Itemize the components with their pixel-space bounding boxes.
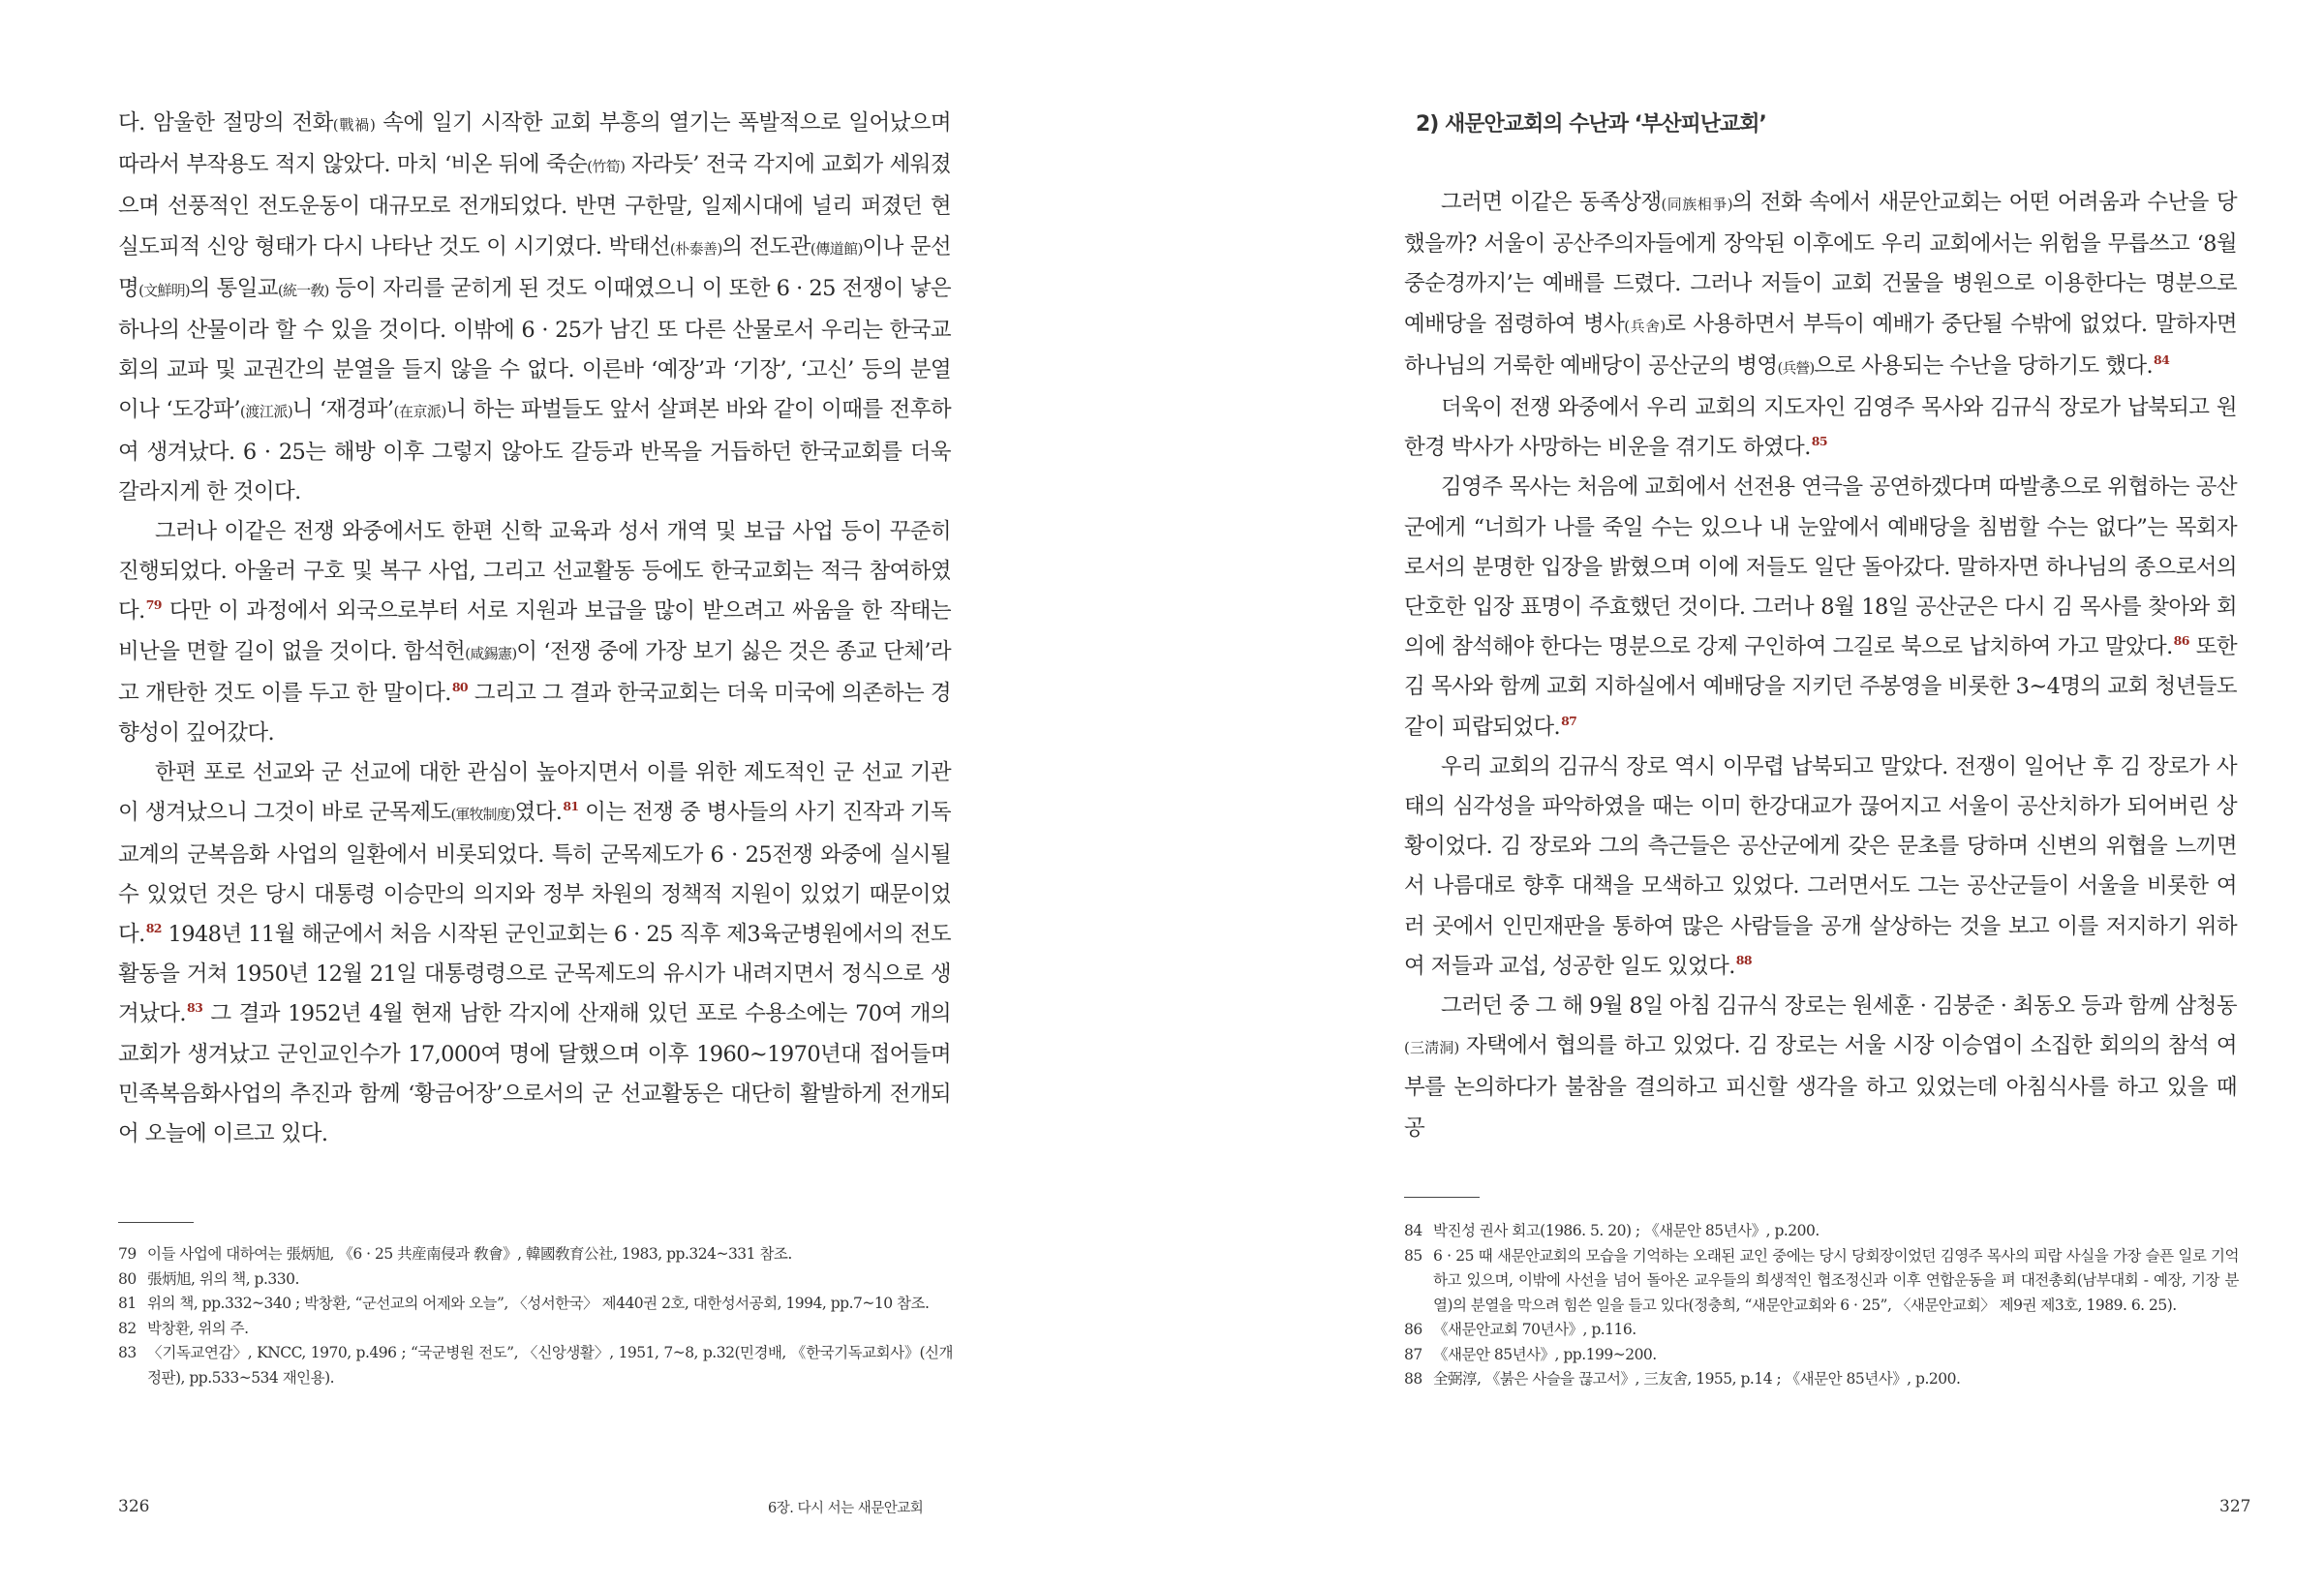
footnote-number: 84 [1404,1222,1422,1239]
footnote-marker[interactable]: 83 [186,1000,203,1016]
paragraph: 우리 교회의 김규식 장로 역시 이무렵 납북되고 말았다. 전쟁이 일어난 후 김 장로가 사태의 심각성을 파악하였을 때는 이미 한강대교가 끊어지고 서울이 공산치하가 되어버린 상황이었다. 김 장로와 그의 측근들은 공산군에게 갖은 문초를 당하며 신변의 위협을 느끼면서 나름대로 향후 대책을 모색하고 있었다. 그러면서도 그는 공산군들이 서울을 비롯한 여러 곳에서 인민재판을 통하여 많은 사람들을 공개 살상하는 것을 보고 이를 저지하기 위하여 저들과 교섭, 성공한 일도 있었다.$^{88}$ [1404,753,2237,979]
footnote-marker[interactable]: 87 [1561,713,1577,728]
hanja-gloss: (在京派) [393,403,446,421]
footnote-text: 《새문안 85년사》, pp.199~200. [1433,1345,1657,1363]
hanja-gloss: (三淸洞) [1404,1039,1459,1057]
footnote-text: 《새문안교회 70년사》, p.116. [1433,1321,1636,1338]
footnote-marker[interactable]: 84 [2154,351,2170,367]
footnote-marker[interactable]: 82 [145,921,162,936]
footnote-text: 위의 책, pp.332~340 ; 박창환, “군선교의 어제와 오늘”, 〈성서한국〉 제440권 2호, 대한성서공회, 1994, pp.7~10 참조. [147,1295,930,1312]
footnote-marker[interactable]: 88 [1735,952,1752,967]
footnote-item [118,1242,953,1267]
footnote-number: 88 [1404,1370,1422,1388]
page-number: 326 [118,1497,150,1516]
hanja-gloss: (傳道館) [810,239,863,258]
footnote-marker[interactable]: 80 [451,679,469,694]
hanja-gloss: (統一敎) [277,281,329,299]
body-text [1404,183,2237,1148]
footnote-number: 83 [118,1344,137,1361]
paragraph: 다. 암울한 절망의 전화(戰禍) 속에 일기 시작한 교회 부흥의 열기는 폭발적으로 일어났으며 따라서 부작용도 적지 않았다. 마치 ‘비온 뒤에 죽순(竹筍) 자라듯’ 전국 각지에 교회가 세워졌으며 선풍적인 전도운동이 대규모로 전개되었다. 반면 구한말, 일제시대에 널리 퍼졌던 현실도피적 신앙 형태가 다시 나타난 것도 이 시기였다. 박태선(朴泰善)의 전도관(傳道館)이나 문선명(文鮮明)의 통일교(統一敎) 등이 자리를 굳히게 된 것도 이때였으니 이 또한 6 · 25 전쟁이 낳은 하나의 산물이라 할 수 있을 것이다. 이밖에 6 · 25가 남긴 또 다른 산물로서 우리는 한국교회의 교파 및 교권간의 분열을 들지 않을 수 없다. 이른바 ‘예장’과 ‘기장’, ‘고신’ 등의 분열이나 ‘도강파’(渡江派)니 ‘재경파’(在京派)니 하는 파벌들도 앞서 살펴본 바와 같이 이때를 전후하여 생겨났다. 6 · 25는 해방 이후 그렇지 않아도 갈등과 반목을 거듭하던 한국교회를 더욱 갈라지게 한 것이다. [118,110,951,504]
paragraph: 그러면 이같은 동족상쟁(同族相爭)의 전화 속에서 새문안교회는 어떤 어려움과 수난을 당했을까? 서울이 공산주의자들에게 장악된 이후에도 우리 교회에서는 위험을 무릅쓰고 ‘8월 중순경까지’는 예배를 드렸다. 그러나 저들이 교회 건물을 병원으로 이용한다는 명분으로 예배당을 점령하여 병사(兵舍)로 사용하면서 부득이 예배가 중단될 수밖에 없었다. 말하자면 하나님의 거룩한 예배당이 공산군의 병영(兵營)으로 사용되는 수난을 당하기도 했다.$^{84}$ [1404,190,2237,379]
section-heading: 2) 새문안교회의 수난과 ‘부산피난교회’ [1416,112,1766,137]
paragraph: 김영주 목사는 처음에 교회에서 선전용 연극을 공연하겠다며 따발총으로 위협하는 공산군에게 “너희가 나를 죽일 수는 있으나 내 눈앞에서 예배당을 침범할 수는 없다”는 목회자로서의 분명한 입장을 밝혔으며 이에 저들도 일단 돌아갔다. 말하자면 하나님의 종으로서의 단호한 입장 표명이 주효했던 것이다. 그러나 8월 18일 공산군은 다시 김 목사를 찾아와 회의에 참석해야 한다는 명분으로 강제 구인하여 그길로 북으로 납치하여 가고 말았다.$^{86}$ 또한 김 목사와 함께 교회 지하실에서 예배당을 지키던 주봉영을 비롯한 3~4명의 교회 청년들도 같이 피랍되었다.$^{87}$ [1404,474,2237,740]
footnote-number: 87 [1404,1345,1422,1363]
hanja-gloss: (渡江派) [239,403,292,421]
footnote-text: 張炳旭, 위의 책, p.330. [147,1269,299,1288]
hanja-gloss: (文鮮明) [138,281,190,299]
footnote-item [1404,1367,2239,1392]
right-page [1162,0,2324,1587]
footnote-divider [118,1222,194,1223]
hanja-gloss: (咸錫憲) [465,644,517,662]
hanja-gloss: (朴泰善) [669,239,722,258]
footnote-item [1404,1343,2239,1368]
footnote-text: 〈기독교연감〉, KNCC, 1970, p.496 ; “국군병원 전도”, 〈신앙생활〉, 1951, 7~8, p.32(민경배, 《한국기독교회사》(신개정판), pp.533~534 재인용). [147,1344,953,1387]
footnote-item [1404,1219,2239,1244]
paragraph: 더욱이 전쟁 와중에서 우리 교회의 지도자인 김영주 목사와 김규식 장로가 납북되고 원한경 박사가 사망하는 비운을 겪기도 하였다.$^{85}$ [1404,395,2237,461]
footnote-number: 82 [118,1319,137,1337]
footnote-text: 박창환, 위의 주. [147,1319,249,1337]
paragraph: 한편 포로 선교와 군 선교에 대한 관심이 높아지면서 이를 위한 제도적인 군 선교 기관이 생겨났으니 그것이 바로 군목제도(軍牧制度)였다.$^{81}$ 이는 전쟁 중 병사들의 사기 진작과 기독교계의 군복음화 사업의 일환에서 비롯되었다. 특히 군목제도가 6 · 25전쟁 와중에 실시될 수 있었던 것은 당시 대통령 이승만의 의지와 정부 차원의 정책적 지원이 있었기 때문이었다.$^{82}$ 1948년 11월 해군에서 처음 시작된 군인교회는 6 · 25 직후 제3육군병원에서의 전도활동을 거쳐 1950년 12월 21일 대통령령으로 군목제도의 유시가 내려지면서 정식으로 생겨났다.$^{83}$ 그 결과 1952년 4월 현재 남한 각지에 산재해 있던 포로 수용소에는 70여 개의 교회가 생겨났고 군인교인수가 17,000여 명에 달했으며 이후 1960~1970년대 접어들며 민족복음화사업의 추진과 함께 ‘황금어장’으로서의 군 선교활동은 대단히 활발하게 전개되어 오늘에 이르고 있다. [118,760,951,1147]
footnote-item [1404,1318,2239,1343]
hanja-gloss: (同族相爭) [1661,196,1732,213]
paragraph: 그러던 중 그 해 9월 8일 아침 김규식 장로는 원세훈 · 김붕준 · 최동오 등과 함께 삼청동(三淸洞) 자택에서 협의를 하고 있었다. 김 장로는 서울 시장 이승엽이 소집한 회의의 참석 여부를 논의하다가 불참을 결의하고 피신할 생각을 하고 있었는데 아침식사를 하고 있을 때 공 [1404,993,2237,1141]
paragraph: 그러나 이같은 전쟁 와중에서도 한편 신학 교육과 성서 개역 및 보급 사업 등이 꾸준히 진행되었다. 아울러 구호 및 복구 사업, 그리고 선교활동 등에도 한국교회는 적극 참여하였다.$^{79}$ 다만 이 과정에서 외국으로부터 서로 지원과 보급을 많이 받으려고 싸움을 한 작태는 비난을 면할 길이 없을 것이다. 함석헌(咸錫憲)이 ‘전쟁 중에 가장 보기 싫은 것은 종교 단체’라고 개탄한 것도 이를 두고 한 말이다.$^{80}$ 그리고 그 결과 한국교회는 더욱 미국에 의존하는 경향성이 깊어갔다. [118,519,952,747]
hanja-gloss: (軍牧制度) [450,806,515,824]
footnote-number: 86 [1404,1321,1422,1338]
footnote-marker[interactable]: 79 [145,597,162,613]
running-head: 6장. 다시 서는 새문안교회 [768,1501,924,1516]
footnote-text: 박진성 권사 회고(1986. 5. 20) ; 《새문안 85년사》, p.200. [1433,1222,1819,1239]
footnote-number: 79 [118,1245,137,1263]
page-number: 327 [2219,1497,2251,1516]
footnote-number: 85 [1404,1246,1422,1265]
footnote-item [118,1267,953,1293]
footnote-text: 이들 사업에 대하여는 張炳旭, 《6 · 25 共産南侵과 敎會》, 韓國敎育公社, 1983, pp.324~331 참조. [147,1245,792,1263]
footnote-item [1404,1244,2239,1319]
footnote-marker[interactable]: 85 [1811,434,1827,449]
footnotes [118,1242,953,1390]
hanja-gloss: (兵舍) [1624,317,1666,335]
hanja-gloss: (戰禍) [332,116,375,134]
hanja-gloss: (竹筍) [587,158,625,176]
footnote-divider [1404,1197,1480,1198]
footnote-item [118,1317,953,1342]
hanja-gloss: (兵營) [1777,358,1815,377]
footnote-text: 全弼淳, 《붉은 사슬을 끊고서》, 三友舍, 1955, p.14 ; 《새문안 85년사》, p.200. [1433,1370,1961,1388]
footnote-item [118,1292,953,1317]
footnotes [1404,1219,2239,1392]
footnote-number: 81 [118,1295,137,1312]
footnote-number: 80 [118,1269,137,1288]
footnote-text: 6 · 25 때 새문안교회의 모습을 기억하는 오래된 교인 중에는 당시 당회장이었던 김영주 목사의 피랍 사실을 가장 슬픈 일로 기억하고 있으며, 이밖에 사선을 넘어 돌아온 교우들의 희생적인 협조정신과 이후 연합운동을 펴 대전총회(남부대회 - 예장, 기장 분열)의 분열을 막으려 힘쓴 일을 들고 있다(정충희, “새문안교회와 6 · 25”, 〈새문안교회〉 제9권 제3호, 1989. 6. 25). [1433,1246,2239,1314]
footnote-item [118,1341,953,1390]
body-text [118,104,951,1154]
footnote-marker[interactable]: 86 [2173,633,2189,649]
footnote-marker[interactable]: 81 [563,799,579,814]
